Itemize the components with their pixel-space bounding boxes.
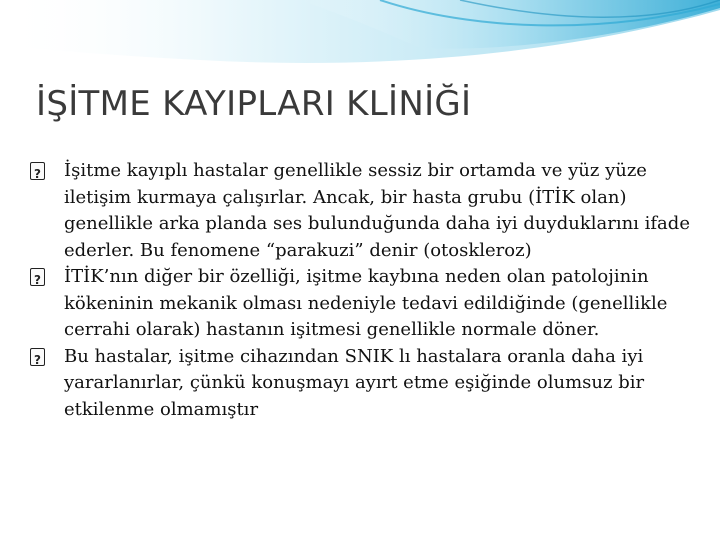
bullet-text-2: İTİK’nın diğer bir özelliği, işitme kaybına neden olan patolojinin kökeninin mekanik olması nedeniyle tedavi edildiğinde (genellikle cerrahi olarak) hastanın işitmesi genellikle normale döner. (64, 266, 668, 340)
bullet-text-1: İşitme kayıplı hastalar genellikle sessiz bir ortamda ve yüz yüze iletişim kurmaya çalışırlar. Ancak, bir hasta grubu (İTİK olan) genellikle arka planda ses bulunduğunda daha iyi duyduklarını ifade ederler. Bu fenomene “parakuzi” denir (otoskleroz) (64, 160, 690, 261)
bullet-item-1 (30, 158, 690, 264)
bullet-list (30, 158, 690, 423)
header-wave-decoration (0, 0, 720, 80)
missing-glyph-bullet-icon (30, 348, 45, 366)
missing-glyph-bullet-icon (30, 162, 45, 180)
bullet-item-2 (30, 264, 690, 344)
bullet-item-3 (30, 344, 690, 424)
slide-title: İŞİTME KAYIPLARI KLİNİĞİ (36, 84, 472, 124)
missing-glyph-bullet-icon (30, 268, 45, 286)
bullet-text-3: Bu hastalar, işitme cihazından SNIK lı hastalara oranla daha iyi yararlanırlar, çünkü konuşmayı ayırt etme eşiğinde olumsuz bir etkilenme olmamıştır (64, 345, 645, 420)
